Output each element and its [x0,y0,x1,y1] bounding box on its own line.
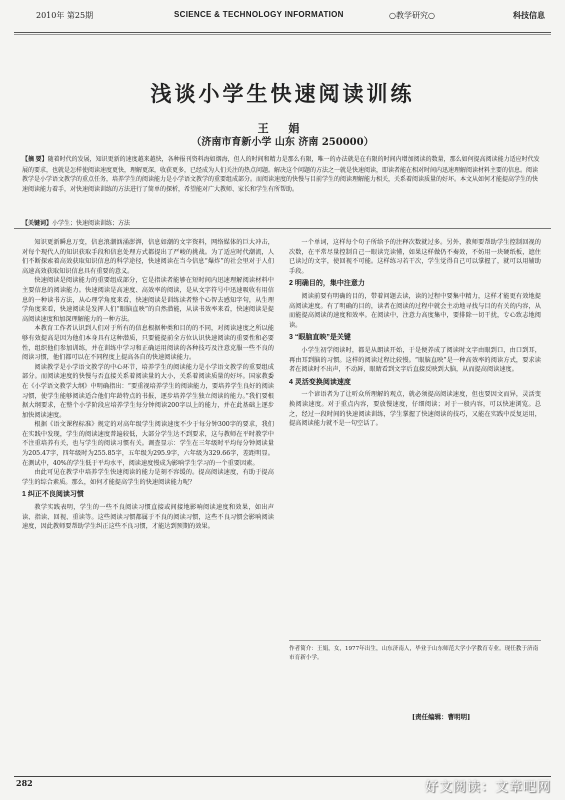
section-heading-3: 3 “眼脑直映”是关键 [289,334,351,342]
page-header [14,4,551,30]
article-title: 浅谈小学生快速阅读训练 [150,81,415,106]
section-heading-4: 4 灵活变换阅读速度 [289,378,351,386]
abstract-rule [14,228,551,229]
journal-name: SCIENCE & TECHNOLOGY INFORMATION [174,10,344,19]
body-paragraph: 快速阅读是阅读能力的重要组成部分，它是指读者能够在短时间内迅速理解阅读材料中主要信息的阅读能力。快速阅读是高速度、高效率的阅读，是从文字符号中迅速吸收有用信息的一种读书方法，从心理学角度来看，快速阅读是训练读者整个心智去感知字句，从生理学角度来看，快速阅读是发挥人们“眼脑直映”的自然潜能，从读书效率来看，快速阅读是提高阅读速度和加深理解能力的一种方法。 [22,277,274,323]
body-column-right [289,238,541,638]
page-number: 282 [16,778,33,788]
body-column-left [22,238,274,776]
abstract [22,155,543,215]
section-label: ○教学研究○ [389,11,435,20]
section-text-1: 教学实践表明，学生的一些不良阅读习惯直接或间接地影响阅读速度和效果，如出声读、指读、回视、重读等。这些阅读习惯都属于不良的阅读习惯，这些不良习惯会影响阅读速度，因此教师要帮助学生纠正这些不良习惯，才能达到预期的效果。 [22,504,274,531]
keywords [22,218,130,227]
abstract-text: 随着时代的发展，知识更新的速度越来越快，各种报刊资料海如烟海，但人的时间和精力是那么有限，唯一的办法就是在有限的时间内增加阅读的数量，那么如何提高阅读能力适应时代发展的要求，也就是怎样使阅读速度更快，理解更深，收获更多，已经成为人们关注的热点问题。解决这个问题的方法之一就是快速阅读，即读者能在相对时间内迅速理解阅读材料主要的信息。阅读教学是小学语文教学的重点任务，培养学生的阅读能力是小学语文教学的重要组成部分。而阅读速度的快慢与目前学生的阅读理解能力相关，关系着阅读质量的好坏。本文从如何才能提高学生的快速阅读能力着手，对快速阅读训练的方法进行了简单的探析，希望能对广大教师、家长和学生有所帮助。 [22,156,540,193]
author-note: 作者简介：王娟，女，1977年出生，山东济南人，毕业于山东师范大学小学教育专业。现任教于济南市育新小学。 [289,640,541,662]
section-text-4: 一个谚语者为了让听众所理解的观点，就必须提高阅读速度，但也要因文而异，灵活变换阅读速度。对于重点内容，要放慢速度，仔细阅读；对于一般内容，可以快速浏览。总之，经过一段时间的快速阅读训练，学生掌握了快速阅读的技巧，又能在实践中反复运用，提高阅读能力就不是一句空话了。 [289,391,541,428]
editor-credit: [责任编辑：曹明明] [412,713,471,721]
header-rule [14,32,551,33]
header-rule-thin [14,34,551,35]
body-paragraph: 由此可见在教学中培养学生快速阅读的能力是刻不容缓的。提高阅读速度，有助于提高学生的综合素质。那么，如何才能提高学生的快速阅读能力呢？ [22,469,274,486]
issue-label: 2010年 第25期 [36,11,94,20]
author-affiliation: （济南市育新小学 山东 济南 250000） [191,137,374,148]
body-paragraph: 阅读教学是小学语文教学的中心环节，培养学生的阅读能力是小学语文教学的重要组成部分。而阅读速度的快慢与否直接关系着阅读量的大小，关系着阅读质量的好坏。国家教委在《小学语文教学大纲》中明确指出：“要重视培养学生的阅读能力，要培养学生良好的阅读习惯，使学生能够阅读适合他们年龄特点的书报，逐步培养学生独立阅读的能力。”我们要根据大纲要求，在整个小学阶段应培养学生每分钟阅读200字以上的能力，并在此基础上逐步加快阅读速度。 [22,363,274,419]
watermark: 好文阅读：文章吧网 [424,780,551,795]
section-heading-2: 2 明确目的，集中注意力 [289,280,365,288]
body-paragraph: 本教育工作者认识到人们对于所有的信息根据种类和目的的不同，对阅读速度之所以能够有效提高是因为他们本身具有这种潜质，只要能提前全方位认识快速阅读的重要性和必要性，组织他们参加训练，并在训练中学习和正确运用阅读的各种技巧及注意克服一些不良的阅读习惯，他们都可以在不同程度上提高各自的快速阅读能力。 [22,325,274,362]
section-text-2: 阅读前要有明确的目的，带着问题去读，读的过程中要集中精力，这样才能更有效地提高阅读速度。有了明确的目的，读者在阅读的过程中就会主动地寻找与目的有关的内容，从而能提高阅读的速度和效率。在阅读中，注意力高度集中，要排除一切干扰，专心致志地阅读。 [289,292,541,329]
body-paragraph: 一个单词，这样每个句子所给予的注释次数就过多。另外，教师要帮助学生控制回视的次数，在平常尽量控制自己一眼读完读懂，如果这样做仍不奏效，不妨用一块硬纸板，遮住已读过的文字，使回视不可能。这样练习若干次，学生觉得自己可以掌握了，就可以用辅助手段。 [289,239,541,275]
keywords-label: 【关键词】 [22,221,53,227]
keywords-text: 小学生；快速阅读训练；方法 [52,220,131,227]
body-paragraph: 知识更新瞬息万变，信息浪潮汹涌澎湃，信息如潮的文字资料，网络媒体的巨大冲击，对每个现代人的知识获取手段和信息处理方式都提出了严峻的挑战。为了适应时代潮流，人们不断探索着高效获取知识信息的科学途径，快速阅读在当今信息“爆炸”的社会里对于人们高速高效获取知识信息具有重要的意义。 [22,239,274,275]
abstract-label: 【摘 要】 [22,157,48,163]
section-heading-1: 1 纠正不良阅读习惯 [22,491,84,499]
body-paragraph: 根据《语文课程标准》规定的对高年级学生阅读速度不少于每分钟300字的要求，我们在实践中发现，学生的阅读速度普遍较低，大部分学生达不到要求，这与教师在平时教学中不注重培养有关，也与学生的阅读习惯有关。调查显示：学生在三年级时平均每分钟阅读量为205.47字，四年级时为255.85字，五年级为295.9字，六年级为329.66字，差距明显。在测试中，40%的学生低于平均水平，阅读速度慢成为影响学生学习的一个重要因素。 [22,421,274,467]
section-text-3: 小学生初学阅读时，都是从朗读开始，于是便养成了阅读时文字由眼到口，由口到耳，再由耳到脑的习惯。这样的阅读过程比较慢。“眼脑直映”是一种高效率的阅读方式，要求读者在阅读时不出声，不动唇，眼睛看到文字后直接反映到大脑，从而提高阅读速度。 [289,346,541,374]
brand-label: 科技信息 [513,10,545,20]
article-author: 王 娟 [257,122,308,135]
